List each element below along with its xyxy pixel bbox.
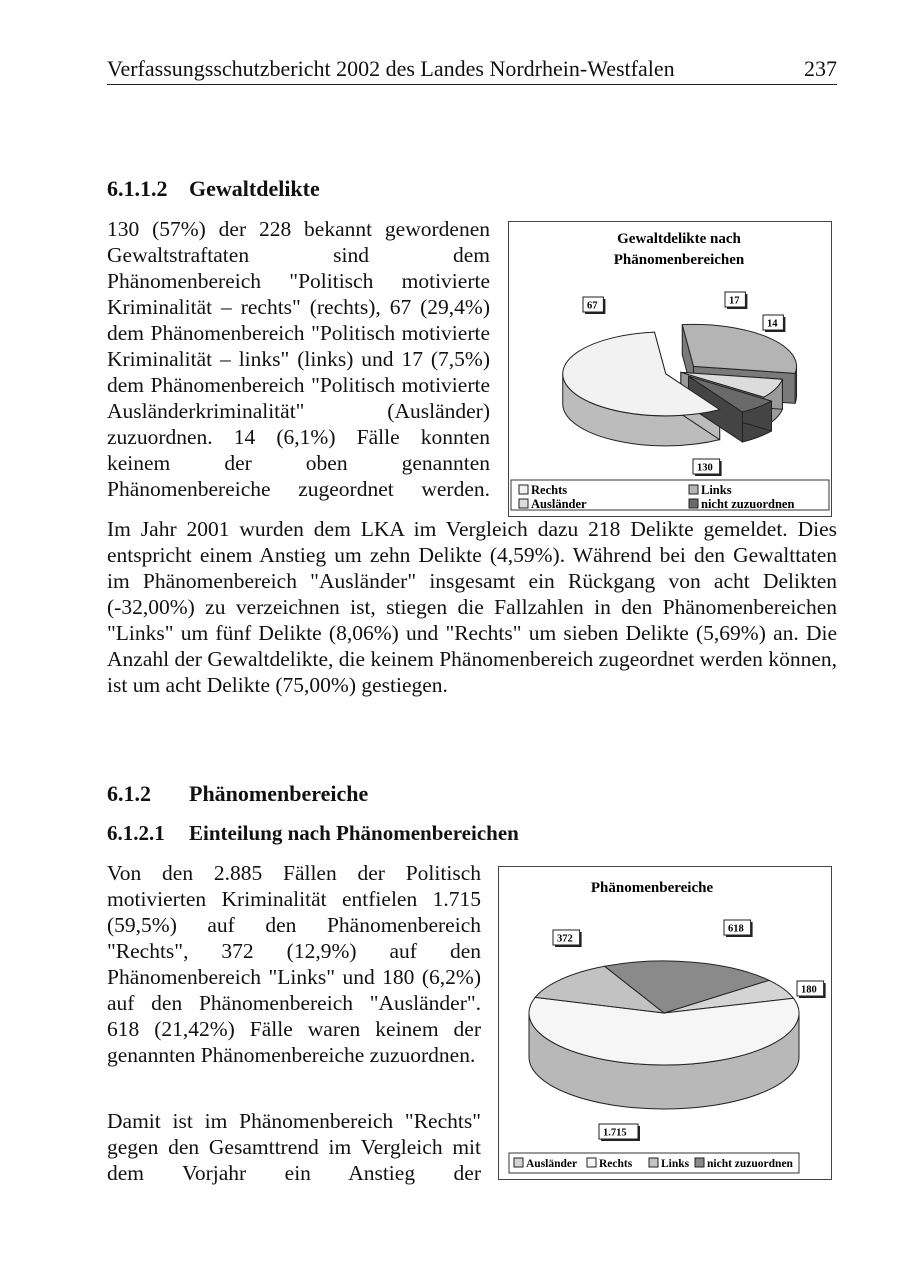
legend-item-auslaender: Ausländer: [531, 497, 587, 511]
legend-swatch-links: [689, 485, 698, 494]
legend-item-rechts: Rechts: [531, 483, 568, 497]
data-label-nicht-zuzuordnen: 618: [728, 923, 744, 935]
legend-item-links: Links: [701, 483, 732, 497]
chart-title: Phänomenbereiche: [590, 880, 714, 896]
data-label-rechts: 1.715: [603, 1127, 627, 1139]
heading-title: Gewaltdelikte: [189, 176, 320, 201]
chart-title: Gewaltdelikte nach: [617, 231, 741, 247]
chart-gewaltdelikte: [508, 221, 832, 517]
paragraph-gewaltdelikte: 130 (57%) der 228 bekannt gewordenen Gewaltstraftaten sind dem Phänomenbereich "Politisch motivierte Kriminalität – rechts" (rechts), 67 (29,4%) dem Phänomenbereich "Politisch motivierte Kriminalität – links" (links) und 17 (7,5%) dem Phänomenbereich "Politisch motivierte Ausländerkriminalität" (Ausländer) zuzuordnen. 14 (6,1%) Fälle konnten keinem der oben genannten Phänomenbereiche zugeordnet werden.: [107, 217, 490, 501]
legend-swatch-auslaender: [514, 1158, 523, 1167]
legend-swatch-rechts: [519, 485, 528, 494]
chart-gewaltdelikte-svg: [509, 222, 831, 516]
heading-title: Einteilung nach Phänomenbereichen: [189, 821, 519, 845]
chart-phaenomenbereiche: [498, 866, 832, 1180]
heading-gewaltdelikte: [107, 176, 320, 202]
paragraph-vergleich-text: Im Jahr 2001 wurden dem LKA im Vergleich dazu 218 Delikte gemeldet. Dies entspricht einem Anstieg um zehn Delikte (4,59%). Während bei den Gewalttaten im Phänomenbereich "Ausländer" insgesamt ein Rückgang von acht Delikten (-32,00%) zu verzeichnen ist, stiegen die Fallzahlen in den Phänomenbereichen "Links" um fünf Delikte (8,06%) und "Rechts" um sieben Delikte (5,69%) an. Die Anzahl der Gewaltdelikte, die keinem Phänomenbereich zugeordnet werden können, ist um acht Delikte (75,00%) gestiegen.: [107, 517, 837, 697]
data-label-auslaender: 17: [729, 295, 740, 307]
legend-swatch-auslaender: [519, 499, 528, 508]
heading-number: 6.1.2.1: [107, 821, 165, 845]
heading-phaenomenbereiche: [107, 781, 368, 807]
legend-item-rechts: Rechts: [599, 1158, 633, 1170]
legend-item-links: Links: [661, 1158, 690, 1170]
heading-title: Phänomenbereiche: [189, 781, 369, 806]
legend-item-nicht-zuzuordnen: nicht zuzuordnen: [701, 497, 795, 511]
paragraph-vergleich-2001: [107, 516, 837, 698]
data-label-rechts: 130: [697, 462, 713, 474]
chart-title: Phänomenbereichen: [613, 252, 745, 268]
legend-swatch-rechts: [587, 1158, 596, 1167]
heading-number: 6.1.2: [107, 781, 151, 806]
legend-swatch-links: [649, 1158, 658, 1167]
legend-item-auslaender: Ausländer: [526, 1158, 578, 1170]
data-label-auslaender: 180: [801, 984, 817, 996]
data-label-nicht-zuzuordnen: 14: [767, 318, 778, 330]
header-title: Verfassungsschutzbericht 2002 des Landes Nordrhein-Westfalen: [107, 56, 675, 81]
data-label-links: 372: [557, 933, 573, 945]
page-number: 237: [804, 56, 837, 81]
legend-swatch-nicht-zuzuordnen: [689, 499, 698, 508]
heading-number: 6.1.1.2: [107, 176, 168, 201]
paragraph-rechts-anstieg: Damit ist im Phänomenbereich "Rechts" gegen den Gesamttrend im Vergleich mit dem Vorjahr ein Anstieg der: [107, 1109, 481, 1185]
running-header: [107, 54, 837, 85]
paragraph-einteilung: Von den 2.885 Fällen der Politisch motivierten Kriminalität entfielen 1.715 (59,5%) auf den Phänomenbereich "Rechts", 372 (12,9%) auf den Phänomenbereich "Links" und 180 (6,2%) auf den Phänomenbereich "Ausländer". 618 (21,42%) Fälle waren keinem der genannten Phänomenbereiche zuzuordnen.: [107, 861, 481, 1067]
chart-phaenomenbereiche-svg: [499, 867, 831, 1179]
data-label-links: 67: [587, 300, 598, 312]
legend-swatch-nicht-zuzuordnen: [695, 1158, 704, 1167]
heading-einteilung: [107, 821, 519, 846]
legend-item-nicht-zuzuordnen: nicht zuzuordnen: [707, 1158, 793, 1170]
